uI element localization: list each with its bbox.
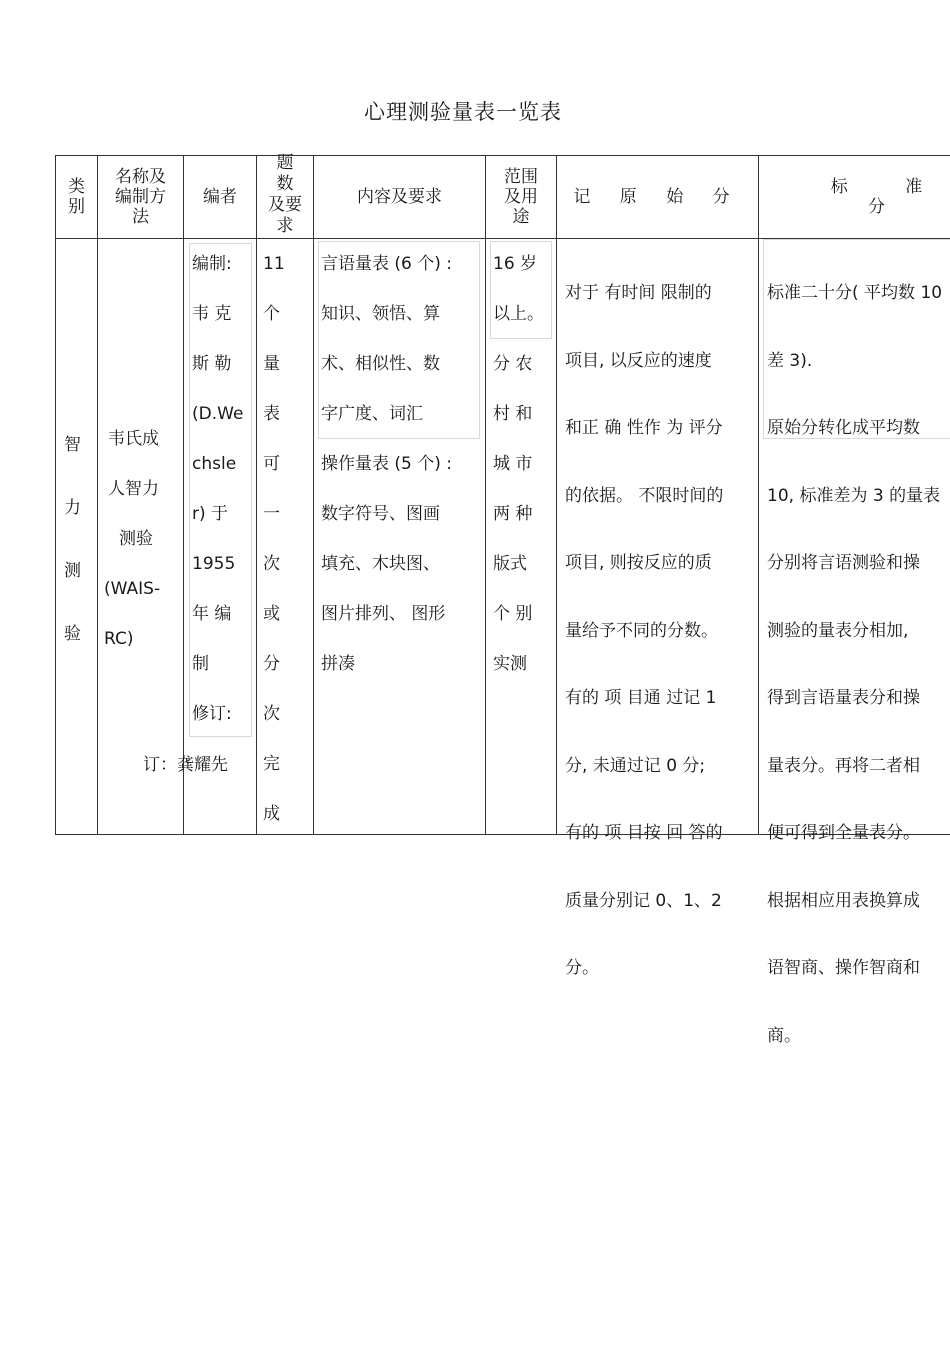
items-line: 11 <box>263 254 285 274</box>
items-line: 个 <box>263 304 280 324</box>
standard-score-line: 量表分。再将二者相 <box>767 755 920 776</box>
page-title: 心理测验量表一览表 <box>364 100 562 124</box>
name-line: 人智力 <box>108 479 159 499</box>
content-line: 言语量表 (6 个) : <box>321 254 453 274</box>
content-line: 字广度、词汇 <box>321 404 423 424</box>
scope-line: 16 岁 <box>493 254 538 274</box>
scope-line: 城 市 <box>493 454 533 474</box>
raw-score-line: 对于 有时间 限制的 <box>565 283 712 303</box>
items-line: 一 <box>263 504 280 524</box>
items-line: 成 <box>263 804 280 824</box>
raw-score-line: 项目, 以反应的速度 <box>565 350 712 371</box>
scope-line: 村 和 <box>493 404 533 424</box>
cell-raw-score <box>565 237 753 1002</box>
content-line: 图片排列、 图形 <box>321 604 446 624</box>
items-line: 可 <box>263 454 280 474</box>
name-line: (WAIS- <box>104 579 161 599</box>
items-line: 量 <box>263 354 280 374</box>
standard-score-line: 分别将言语测验和操 <box>767 553 920 573</box>
col-line-0 <box>55 155 56 835</box>
author-line: 年 编 <box>192 604 232 624</box>
name-line: 韦氏成 <box>108 429 159 449</box>
cell-content <box>321 239 452 689</box>
scope-line: 版式 <box>493 554 527 574</box>
author-line: 修订: <box>192 704 232 724</box>
scope-line: 个 别 <box>493 604 533 624</box>
header-name-method: 名称及 编制方 法 <box>115 167 166 227</box>
col-line-2 <box>183 155 184 835</box>
items-line: 次 <box>263 554 280 574</box>
col-line-1 <box>97 155 98 835</box>
col-line-3 <box>256 155 257 835</box>
items-line: 次 <box>263 704 280 724</box>
cell-items <box>263 239 285 839</box>
category-char: 力 <box>64 498 81 518</box>
author-line: 斯 勒 <box>192 354 232 374</box>
raw-score-line: 有的 项 目通 过记 1 <box>565 688 717 708</box>
cell-category <box>64 414 81 666</box>
name-line: 测验 <box>119 529 153 549</box>
items-line: 分 <box>263 654 280 674</box>
standard-score-line: 测验的量表分相加, <box>767 620 909 641</box>
cell-scope <box>493 239 546 689</box>
author-line: 1955 <box>192 554 236 574</box>
standard-score-line: 得到言语量表分和操 <box>767 688 920 708</box>
content-line: 操作量表 (5 个) : <box>321 454 453 474</box>
raw-score-line: 分, 未通过记 0 分; <box>565 755 706 776</box>
author-line: chsle <box>192 454 237 474</box>
author-reviser: 订：龚耀先 <box>143 755 228 775</box>
col-line-7 <box>758 155 759 835</box>
cell-author <box>192 239 244 739</box>
header-author: 编者 <box>203 187 237 207</box>
category-char: 测 <box>64 561 81 581</box>
col-line-5 <box>485 155 486 835</box>
header-standard-score: 标 准 分 <box>830 177 949 217</box>
standard-score-line: 根据相应用表换算成 <box>767 890 920 911</box>
raw-score-line: 量给予不同的分数。 <box>565 620 718 641</box>
content-line: 术、相似性、数 <box>321 354 440 374</box>
content-line: 填充、木块图、 <box>321 554 440 574</box>
author-line: 韦 克 <box>192 304 232 324</box>
scope-line: 分 农 <box>493 354 533 374</box>
standard-score-line: 原始分转化成平均数 <box>767 418 920 438</box>
header-raw-score: 记 原 始 分 <box>573 187 742 207</box>
standard-score-line: 标准二十分( 平均数 10 <box>767 283 943 303</box>
scope-line: 两 种 <box>493 504 533 524</box>
items-line: 或 <box>263 604 280 624</box>
standard-score-line: 语智商、操作智商和 <box>767 958 920 978</box>
content-line: 知识、领悟、算 <box>321 304 440 324</box>
name-line: RC) <box>104 629 134 649</box>
standard-score-line: 差 3). <box>767 350 813 371</box>
category-char: 智 <box>64 435 81 455</box>
raw-score-line: 的依据。 不限时间的 <box>565 485 724 506</box>
header-content: 内容及要求 <box>357 187 442 207</box>
author-line: 制 <box>192 654 209 674</box>
header-category: 类 别 <box>68 177 85 217</box>
standard-score-line: 10, 标准差为 3 的量表 <box>767 485 941 506</box>
raw-score-line: 有的 项 目按 回 答的 <box>565 823 723 843</box>
standard-score-line: 商。 <box>767 1025 801 1046</box>
header-items: 题 数 及要 求 <box>268 153 302 236</box>
col-line-6 <box>556 155 557 835</box>
scope-line: 以上。 <box>493 304 544 324</box>
standard-score-line: 便可得到全量表分。 <box>767 823 920 843</box>
header-scope: 范围 及用 途 <box>504 167 538 227</box>
items-line: 完 <box>263 754 280 774</box>
raw-score-line: 项目, 则按反应的质 <box>565 553 712 573</box>
content-line: 数字符号、图画 <box>321 504 440 524</box>
author-line: (D.We <box>192 404 244 424</box>
raw-score-line: 和正 确 性作 为 评分 <box>565 418 723 438</box>
cell-standard-score <box>767 237 950 1070</box>
author-line: r) 于 <box>192 504 229 524</box>
scope-line: 实测 <box>493 654 527 674</box>
items-line: 表 <box>263 404 280 424</box>
category-char: 验 <box>64 624 81 644</box>
content-line: 拼凑 <box>321 654 355 674</box>
author-line: 编制: <box>192 254 232 274</box>
cell-name-method <box>104 414 176 664</box>
raw-score-line: 质量分别记 0、1、2 <box>565 890 722 911</box>
col-line-4 <box>313 155 314 835</box>
raw-score-line: 分。 <box>565 958 599 978</box>
